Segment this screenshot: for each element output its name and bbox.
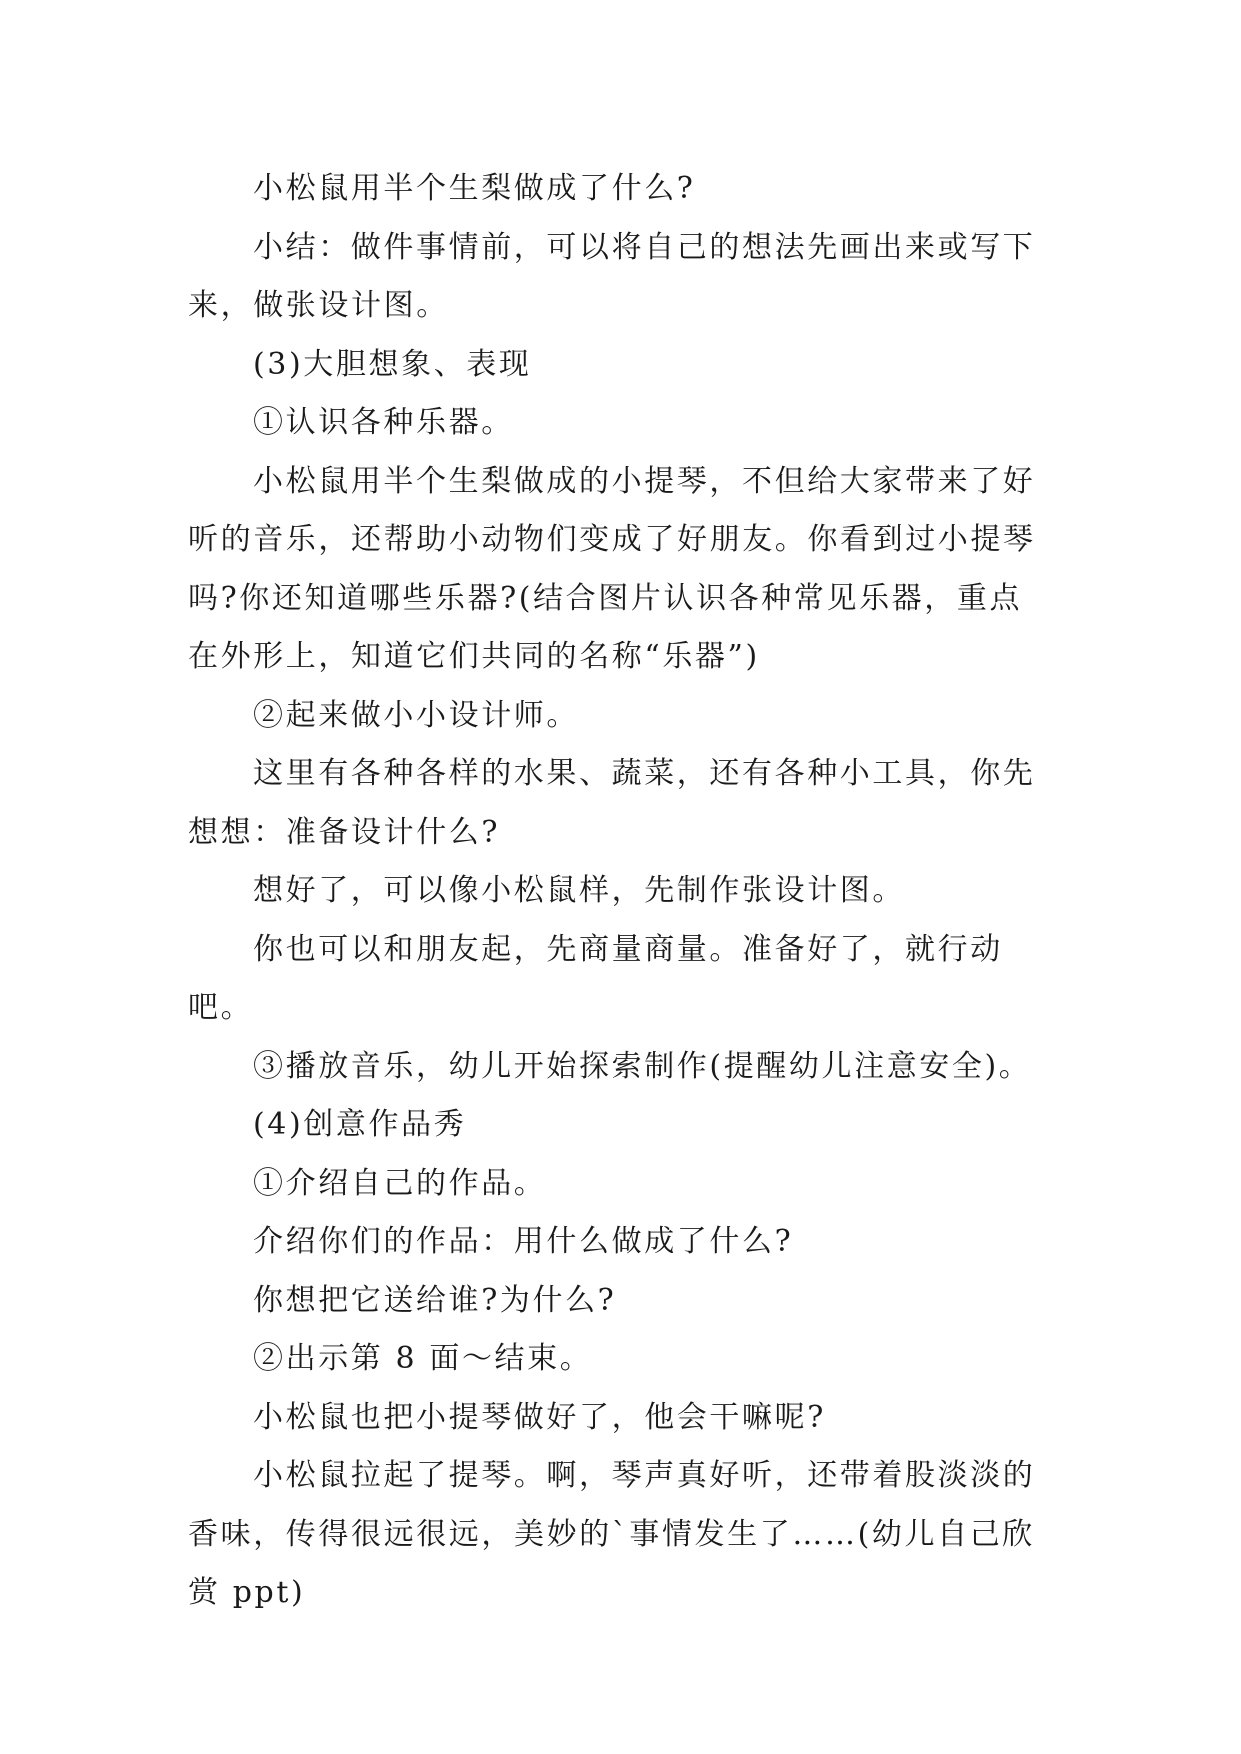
paragraph: 小松鼠也把小提琴做好了，他会干嘛呢? — [253, 1399, 826, 1435]
paragraph: 想好了，可以像小松鼠样，先制作张设计图。 — [253, 873, 905, 908]
paragraph: 小松鼠用半个生梨做成的小提琴，不但给大家带来了好听的音乐，还帮助小动物们变成了好朋友。你看到过小提琴吗?你还知道哪些乐器?(结合图片认识各种常见乐器，重点在外形上，知道它们共同的名称“乐器”) — [188, 463, 1036, 674]
paragraph: ②出示第 8 面～结束。 — [253, 1341, 593, 1376]
paragraph: 介绍你们的作品：用什么做成了什么? — [253, 1224, 794, 1259]
paragraph: ①认识各种乐器。 — [253, 405, 514, 440]
paragraph: 小结：做件事情前，可以将自己的想法先画出来或写下来，做张设计图。 — [188, 229, 1036, 323]
paragraph: 你也可以和朋友起，先商量商量。准备好了，就行动吧。 — [188, 931, 1003, 1025]
paragraph: ③播放音乐，幼儿开始探索制作(提醒幼儿注意安全)。 — [253, 1048, 1032, 1084]
section-heading: (3)大胆想象、表现 — [253, 346, 532, 382]
paragraph: ②起来做小小设计师。 — [253, 697, 579, 733]
paragraph: 这里有各种各样的水果、蔬菜，还有各种小工具，你先想想：准备设计什么? — [188, 756, 1036, 850]
section-heading: (4)创意作品秀 — [253, 1107, 467, 1142]
paragraph: 你想把它送给谁?为什么? — [253, 1282, 617, 1318]
paragraph: ①介绍自己的作品。 — [253, 1165, 547, 1201]
paragraph: 小松鼠拉起了提琴。啊，琴声真好听，还带着股淡淡的香味，传得很远很远，美妙的`事情发生了……(幼儿自己欣赏 ppt) — [188, 1458, 1036, 1610]
document-body — [188, 160, 1054, 1623]
paragraph: 小松鼠用半个生梨做成了什么? — [253, 171, 696, 206]
